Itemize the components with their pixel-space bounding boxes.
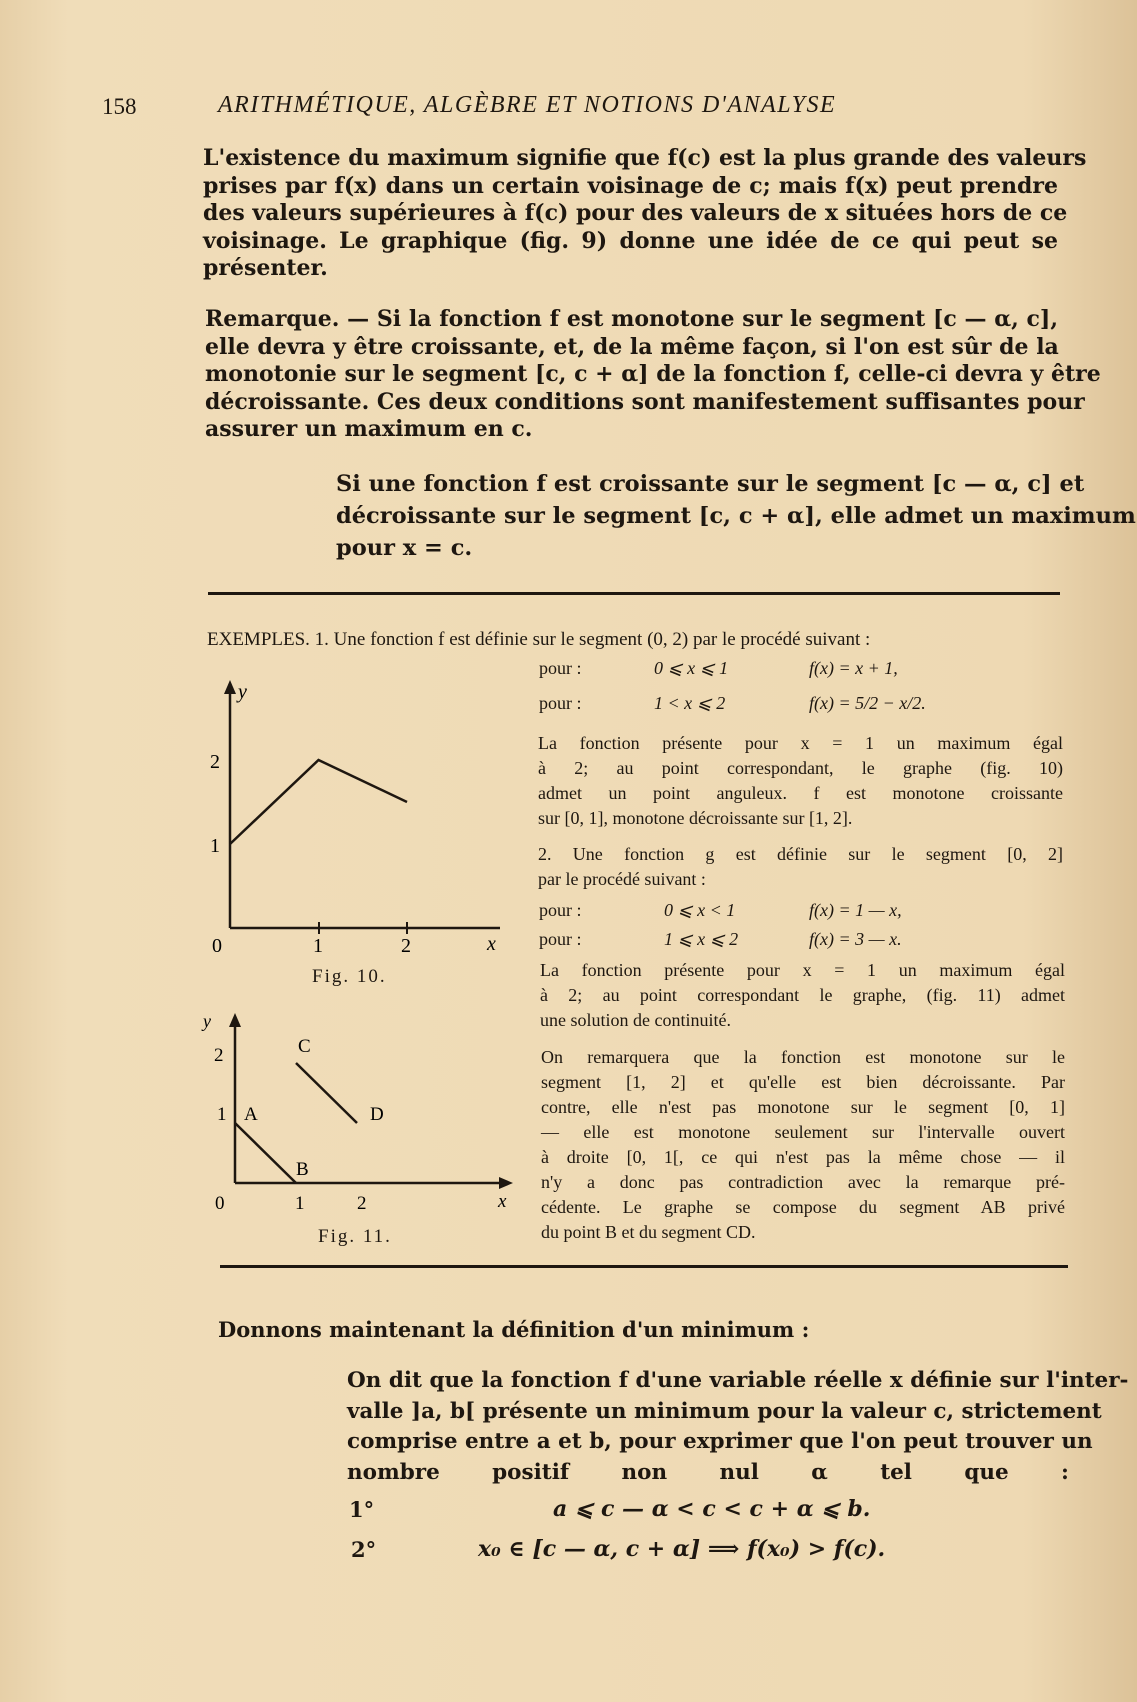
bottom-rule bbox=[220, 1265, 1068, 1268]
case-expression: f(x) = 1 — x, bbox=[809, 900, 902, 920]
ex2-remark-line: segment [1, 2] et qu'elle est bien décroissante. Par bbox=[541, 1072, 1065, 1092]
examples-heading: EXEMPLES. 1. Une fonction f est définie sur le segment (0, 2) par le procédé suivant : bbox=[207, 629, 871, 650]
ex2-case bbox=[539, 925, 959, 954]
running-title: ARITHMÉTIQUE, ALGÈBRE ET NOTIONS D'ANALYSE bbox=[218, 92, 837, 118]
fig10-x-label: x bbox=[487, 933, 496, 955]
case-condition: 0 ⩽ x < 1 bbox=[664, 900, 736, 920]
ex2-remark-line: n'y a donc pas contradiction avec la remarque pré- bbox=[541, 1172, 1065, 1192]
intro-line: des valeurs supérieures à f(c) pour des valeurs de x situées hors de ce bbox=[203, 200, 1068, 226]
condition-1: a ⩽ c — α < c < c + α ⩽ b. bbox=[553, 1496, 871, 1522]
ex1-case bbox=[539, 683, 959, 723]
definition-line: nombre positif non nul α tel que : bbox=[347, 1459, 1069, 1485]
ex2-case bbox=[539, 896, 959, 925]
fig11-ytick-label: 2 bbox=[214, 1045, 224, 1066]
definition-line: On dit que la fonction f d'une variable réelle x définie sur l'inter- bbox=[347, 1368, 1129, 1393]
fig10-xtick-label: 2 bbox=[401, 935, 411, 957]
case-condition: 1 ⩽ x ⩽ 2 bbox=[664, 929, 739, 949]
ex1-line: admet un point anguleux. f est monotone croissante bbox=[538, 783, 1063, 803]
theorem-line: pour x = c. bbox=[336, 535, 473, 561]
remarque-line: assurer un maximum en c. bbox=[205, 416, 533, 442]
fig11-segment-ab bbox=[235, 1123, 296, 1183]
ex1-line: sur [0, 1], monotone décroissante sur [1, 2]. bbox=[538, 808, 853, 828]
intro-line: prises par f(x) dans un certain voisinage de c; mais f(x) peut prendre bbox=[203, 172, 1058, 199]
page-number: 158 bbox=[102, 94, 137, 119]
definition-line: valle ]a, b[ présente un minimum pour la valeur c, strictement bbox=[347, 1398, 1102, 1424]
ex2-remark-line: à droite [0, 1[, ce qui n'est pas la même chose — il bbox=[541, 1147, 1065, 1167]
remarque-paragraph bbox=[205, 306, 1101, 444]
fig10-y-label: y bbox=[238, 681, 247, 703]
fig11-point-a: A bbox=[244, 1104, 258, 1125]
fig10-xtick-label: 1 bbox=[313, 935, 323, 957]
intro-line: voisinage. Le graphique (fig. 9) donne une idée de ce qui peut se bbox=[203, 227, 1058, 254]
ex2-remark-line: cédente. Le graphe se compose du segment AB privé bbox=[541, 1197, 1065, 1217]
condition-1-number: 1° bbox=[349, 1497, 375, 1522]
fig10-ytick-label: 1 bbox=[210, 835, 220, 857]
theorem-line: Si une fonction f est croissante sur le segment [c — α, c] et bbox=[336, 471, 1085, 497]
intro-paragraph bbox=[203, 145, 1087, 283]
ex2-remark-line: du point B et du segment CD. bbox=[541, 1222, 756, 1242]
fig11-xtick-label: 0 bbox=[215, 1193, 225, 1214]
condition-2-number: 2° bbox=[351, 1537, 377, 1562]
case-expression: f(x) = x + 1, bbox=[809, 657, 898, 678]
remarque-line: décroissante. Ces deux conditions sont manifestement suffisantes pour bbox=[205, 388, 1085, 415]
fig10-ytick-label: 2 bbox=[210, 751, 220, 773]
ex2-text bbox=[540, 958, 1065, 1033]
ex2-line: à 2; au point correspondant le graphe, (fig. 11) admet bbox=[540, 985, 1065, 1005]
theorem-box bbox=[336, 468, 1136, 564]
fig11-segment-cd bbox=[296, 1063, 357, 1123]
ex2-remark-line: — elle est monotone seulement sur l'intervalle ouvert bbox=[541, 1122, 1065, 1142]
fig10-y-arrow bbox=[224, 680, 236, 694]
remarque-line: monotonie sur le segment [c, c + α] de la fonction f, celle-ci devra y être bbox=[205, 361, 1101, 387]
ex1-line: La fonction présente pour x = 1 un maximum égal bbox=[538, 733, 1063, 753]
fig11-point-d: D bbox=[370, 1104, 384, 1125]
ex2-remark-line: On remarquera que la fonction est monotone sur le bbox=[541, 1047, 1065, 1067]
case-expression: f(x) = 5/2 − x/2. bbox=[809, 692, 926, 713]
case-condition: 1 < x ⩽ 2 bbox=[654, 692, 726, 713]
fig10-xtick-label: 0 bbox=[212, 935, 222, 957]
remarque-line: Remarque. — Si la fonction f est monotone sur le segment [c — α, c], bbox=[205, 306, 1058, 332]
fig10-function-line bbox=[230, 760, 407, 844]
top-rule bbox=[208, 592, 1060, 595]
ex1-cases bbox=[539, 653, 959, 723]
ex2-intro-line: 2. Une fonction g est définie sur le segment [0, 2] bbox=[538, 844, 1063, 864]
minimum-intro: Donnons maintenant la définition d'un minimum : bbox=[218, 1317, 810, 1342]
ex2-intro-line: par le procédé suivant : bbox=[538, 869, 706, 889]
fig11-point-c: C bbox=[298, 1036, 311, 1057]
minimum-definition bbox=[347, 1366, 1129, 1488]
fig11-x-label: x bbox=[498, 1191, 507, 1212]
intro-line: L'existence du maximum signifie que f(c) est la plus grande des valeurs bbox=[203, 145, 1087, 171]
fig10-graph bbox=[200, 680, 510, 960]
case-condition: 0 ⩽ x ⩽ 1 bbox=[654, 657, 729, 678]
ex2-remark bbox=[541, 1045, 1065, 1245]
remarque-line: elle devra y être croissante, et, de la même façon, si l'on est sûr de la bbox=[205, 333, 1059, 360]
fig11-y-label: y bbox=[203, 1011, 211, 1031]
theorem-line: décroissante sur le segment [c, c + α], elle admet un maximum bbox=[336, 503, 1136, 529]
fig11-graph bbox=[205, 1013, 525, 1213]
ex1-line: à 2; au point correspondant, le graphe (fig. 10) bbox=[538, 758, 1063, 778]
ex2-remark-line: contre, elle n'est pas monotone sur le segment [0, 1] bbox=[541, 1097, 1065, 1117]
ex1-text bbox=[538, 731, 1063, 831]
case-label: pour : bbox=[539, 657, 582, 678]
ex2-line: une solution de continuité. bbox=[540, 1010, 731, 1030]
fig11-xtick-label: 1 bbox=[295, 1193, 305, 1214]
intro-line: présenter. bbox=[203, 255, 328, 281]
ex2-cases bbox=[539, 896, 959, 954]
case-label: pour : bbox=[539, 900, 582, 920]
ex2-line: La fonction présente pour x = 1 un maximum égal bbox=[540, 960, 1065, 980]
fig11-x-arrow bbox=[499, 1177, 513, 1189]
case-label: pour : bbox=[539, 692, 582, 713]
fig10-caption: Fig. 10. bbox=[312, 966, 387, 987]
fig11-caption: Fig. 11. bbox=[318, 1226, 392, 1247]
fig11-y-arrow bbox=[229, 1013, 241, 1027]
ex1-case bbox=[539, 653, 959, 683]
case-label: pour : bbox=[539, 929, 582, 949]
ex2-intro bbox=[538, 842, 1063, 892]
case-expression: f(x) = 3 — x. bbox=[809, 929, 902, 949]
fig11-xtick-label: 2 bbox=[357, 1193, 367, 1214]
fig11-ytick-label: 1 bbox=[217, 1104, 227, 1125]
definition-line: comprise entre a et b, pour exprimer que l'on peut trouver un bbox=[347, 1429, 1093, 1454]
condition-2: x₀ ∈ [c — α, c + α] ⟹ f(x₀) > f(c). bbox=[478, 1536, 886, 1562]
fig11-point-b: B bbox=[296, 1159, 309, 1180]
